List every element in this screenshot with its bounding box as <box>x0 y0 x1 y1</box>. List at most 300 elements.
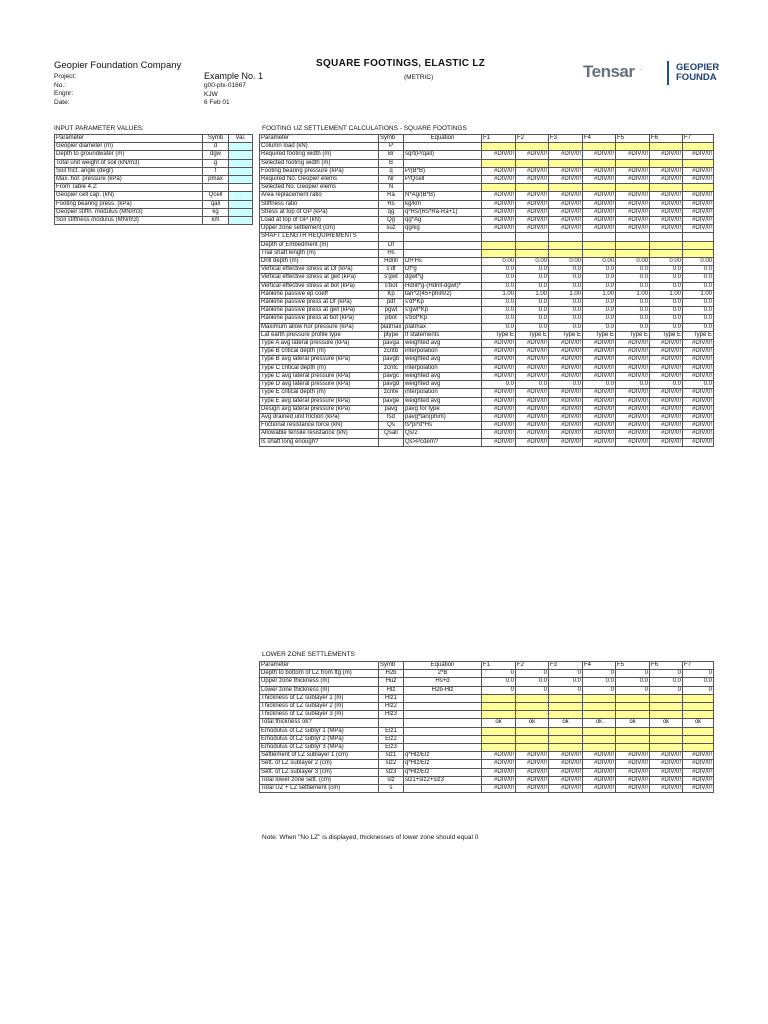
input-value-cell[interactable] <box>616 241 650 249</box>
input-value-cell[interactable] <box>650 159 683 167</box>
equation-cell: q*Hlz/Elz <box>404 768 482 776</box>
input-value-cell[interactable] <box>583 241 616 249</box>
parameter-cell: Depth to bottom of LZ from ftg (m) <box>260 670 379 678</box>
column-header: Equation <box>404 662 482 670</box>
parameter-cell: Type B avg lateral pressure (kPa) <box>260 356 379 364</box>
value-cell: #DIV/0! <box>616 752 650 760</box>
symbol-cell: Hs <box>379 249 404 257</box>
equation-cell <box>404 785 482 793</box>
value-cell: #DIV/0! <box>549 397 583 405</box>
symbol-cell: Qsall <box>379 430 404 438</box>
equation-cell: q*Rs/(Rs*Ra-Ra+1) <box>404 208 482 216</box>
input-value-cell[interactable] <box>650 694 683 702</box>
value-cell: Type E <box>482 331 516 339</box>
table-row <box>260 719 714 727</box>
value-cell: #DIV/0! <box>549 752 583 760</box>
parameter-cell: Sett. of LZ sublayer 3 (cm) <box>260 768 379 776</box>
value-cell: #DIV/0! <box>516 348 549 356</box>
value-cell: 0.0 <box>516 274 549 282</box>
table-row <box>260 151 714 159</box>
value-cell: #DIV/0! <box>616 217 650 225</box>
input-value-cell[interactable] <box>616 727 650 735</box>
input-value-cell[interactable] <box>683 744 714 752</box>
input-value-cell[interactable] <box>650 744 683 752</box>
number-label: No.: <box>54 81 66 89</box>
value-cell: #DIV/0! <box>549 768 583 776</box>
equation-cell <box>404 184 482 192</box>
input-value-cell[interactable] <box>482 711 516 719</box>
value-cell: #DIV/0! <box>516 430 549 438</box>
value-cell: #DIV/0! <box>583 217 616 225</box>
equation-cell: q*Hlz/Elz <box>404 760 482 768</box>
value-cell: #DIV/0! <box>650 776 683 784</box>
table-header-row <box>260 135 714 143</box>
value-cell: #DIV/0! <box>683 340 714 348</box>
table-row <box>260 711 714 719</box>
value-cell: #DIV/0! <box>549 438 583 446</box>
input-value-cell[interactable] <box>650 735 683 743</box>
input-value-cell[interactable] <box>583 143 616 151</box>
value-cell: #DIV/0! <box>482 208 516 216</box>
table-row <box>260 413 714 421</box>
parameter-cell: Lat earth pressure profile type <box>260 331 379 339</box>
input-value-cell[interactable] <box>616 159 650 167</box>
parameter-cell: Upper zone thickness (m) <box>260 678 379 686</box>
input-value-cell[interactable] <box>549 711 583 719</box>
symbol-cell: Hlz2 <box>379 703 404 711</box>
symbol-cell: Hlz3 <box>379 711 404 719</box>
table-row <box>260 217 714 225</box>
project-labels <box>54 73 76 107</box>
value-cell: #DIV/0! <box>549 389 583 397</box>
value-cell: 0 <box>482 670 516 678</box>
value-cell: 0.0 <box>549 307 583 315</box>
symbol-cell: P <box>379 143 404 151</box>
symbol-cell: slz2 <box>379 760 404 768</box>
equation-cell: interpolation <box>404 348 482 356</box>
value-cell: 1.00 <box>583 290 616 298</box>
value-cell: #DIV/0! <box>516 389 549 397</box>
input-value-cell[interactable] <box>683 727 714 735</box>
input-value-cell[interactable] <box>516 241 549 249</box>
value-cell: #DIV/0! <box>616 348 650 356</box>
table-row <box>260 438 714 446</box>
input-value-cell[interactable] <box>549 744 583 752</box>
equation-cell: P/(B*B) <box>404 167 482 175</box>
geopier-logo-line2: FOUNDA <box>676 72 717 83</box>
value-cell: #DIV/0! <box>482 752 516 760</box>
input-value-cell[interactable] <box>516 694 549 702</box>
symbol-cell: qg <box>379 208 404 216</box>
input-value-cell[interactable] <box>516 727 549 735</box>
input-value-cell[interactable] <box>616 711 650 719</box>
value-cell: #DIV/0! <box>516 356 549 364</box>
input-value-cell[interactable] <box>549 241 583 249</box>
input-value-cell[interactable] <box>616 184 650 192</box>
input-value-cell[interactable] <box>583 744 616 752</box>
input-value-cell[interactable] <box>516 143 549 151</box>
input-value-cell[interactable] <box>549 249 583 257</box>
value-cell: #DIV/0! <box>549 422 583 430</box>
table-row <box>260 703 714 711</box>
value-cell: 0.0 <box>616 266 650 274</box>
parameter-cell: Rankine passive press at Df (kPa) <box>260 299 379 307</box>
symbol-cell: ptype <box>379 331 404 339</box>
input-value-cell[interactable] <box>482 249 516 257</box>
value-cell: #DIV/0! <box>549 413 583 421</box>
value-cell: Type E <box>683 331 714 339</box>
input-value-cell[interactable] <box>482 241 516 249</box>
value-cell: #DIV/0! <box>516 340 549 348</box>
value-cell: 0.0 <box>583 266 616 274</box>
parameter-cell: Lower zone thickness (m) <box>260 686 379 694</box>
logo-divider <box>667 61 669 85</box>
equation-cell: platmax <box>404 323 482 331</box>
symbol-cell: s <box>379 785 404 793</box>
parameter-cell: Design avg lateral pressure (kPa) <box>260 405 379 413</box>
table-row <box>260 744 714 752</box>
parameter-cell: Footing bearing press. (kPa) <box>55 200 203 208</box>
input-value-cell[interactable] <box>549 184 583 192</box>
value-cell: #DIV/0! <box>516 397 549 405</box>
equation-cell: If statements <box>404 331 482 339</box>
value-cell: 0.0 <box>482 282 516 290</box>
input-value-cell[interactable] <box>616 249 650 257</box>
symbol-cell: g <box>203 159 229 167</box>
equation-cell: weighted avg <box>404 340 482 348</box>
table-row <box>260 184 714 192</box>
column-header: F6 <box>650 662 683 670</box>
symbol-cell: N <box>379 184 404 192</box>
input-value-cell[interactable] <box>583 711 616 719</box>
parameter-cell: Required footing width (m) <box>260 151 379 159</box>
value-cell: #DIV/0! <box>683 356 714 364</box>
table-row <box>260 381 714 389</box>
input-value-cell[interactable] <box>229 167 253 175</box>
symbol-cell: slz <box>379 776 404 784</box>
input-value-cell[interactable] <box>683 159 714 167</box>
value-cell: #DIV/0! <box>616 760 650 768</box>
parameter-cell: Emodulus of LZ sublyr 3 (MPa) <box>260 744 379 752</box>
column-header: F1 <box>482 135 516 143</box>
value-cell: #DIV/0! <box>683 760 714 768</box>
input-value-cell[interactable] <box>683 735 714 743</box>
value-cell: #DIV/0! <box>683 192 714 200</box>
symbol-cell: zcritc <box>379 364 404 372</box>
input-value-cell[interactable] <box>616 735 650 743</box>
input-value-cell[interactable] <box>549 703 583 711</box>
value-cell: #DIV/0! <box>583 405 616 413</box>
input-value-cell[interactable] <box>516 249 549 257</box>
value-cell: #DIV/0! <box>650 200 683 208</box>
input-value-cell[interactable] <box>229 200 253 208</box>
table-row <box>260 768 714 776</box>
value-cell: #DIV/0! <box>583 413 616 421</box>
value-cell: #DIV/0! <box>583 192 616 200</box>
parameter-cell: Column load (kN) <box>260 143 379 151</box>
value-cell: Type E <box>650 331 683 339</box>
table-row <box>260 290 714 298</box>
parameter-cell: Depth of Embedment (m) <box>260 241 379 249</box>
table-row <box>260 670 714 678</box>
table-row <box>260 340 714 348</box>
value-cell: #DIV/0! <box>516 217 549 225</box>
input-value-cell[interactable] <box>482 735 516 743</box>
symbol-cell: B <box>379 159 404 167</box>
input-value-cell[interactable] <box>583 735 616 743</box>
parameter-cell: Type E avg lateral pressure (kPa) <box>260 397 379 405</box>
input-value-cell[interactable] <box>683 711 714 719</box>
table-row <box>260 776 714 784</box>
input-value-cell[interactable] <box>549 694 583 702</box>
symbol-cell: H2b <box>379 670 404 678</box>
value-cell: #DIV/0! <box>549 372 583 380</box>
value-cell: #DIV/0! <box>616 167 650 175</box>
value-cell: 0.0 <box>616 274 650 282</box>
value-cell: #DIV/0! <box>616 151 650 159</box>
input-value-cell[interactable] <box>583 703 616 711</box>
value-cell: #DIV/0! <box>616 389 650 397</box>
value-cell: 0.0 <box>650 274 683 282</box>
input-value-cell[interactable] <box>650 249 683 257</box>
symbol-cell: slz3 <box>379 768 404 776</box>
value-cell: 0 <box>583 670 616 678</box>
parameter-cell: Stress at top of GP (kPa) <box>260 208 379 216</box>
input-value-cell[interactable] <box>549 735 583 743</box>
table-row <box>55 151 253 159</box>
value-cell: #DIV/0! <box>616 438 650 446</box>
value-cell: 0.0 <box>683 381 714 389</box>
value-cell: 0.0 <box>683 266 714 274</box>
symbol-cell: slz1 <box>379 752 404 760</box>
input-value-cell[interactable] <box>482 159 516 167</box>
equation-cell: Qs/2 <box>404 430 482 438</box>
value-cell: 0.0 <box>583 323 616 331</box>
value-cell: 0.0 <box>482 678 516 686</box>
input-value-cell[interactable] <box>616 744 650 752</box>
value-cell: 0 <box>650 670 683 678</box>
engineer-label: Engnr: <box>54 90 74 97</box>
parameter-cell: Vertical effective stress at bot (kPa) <box>260 282 379 290</box>
input-value-cell[interactable] <box>650 184 683 192</box>
equation-cell: q*Hlz/Elz <box>404 752 482 760</box>
value-cell: 0.0 <box>683 678 714 686</box>
value-cell: 1.00 <box>549 290 583 298</box>
table-row <box>260 760 714 768</box>
parameter-cell: Area replacement ratio <box>260 192 379 200</box>
input-value-cell[interactable] <box>482 744 516 752</box>
input-value-cell[interactable] <box>683 241 714 249</box>
value-cell: #DIV/0! <box>616 785 650 793</box>
parameter-cell: Type E critical depth (m) <box>260 389 379 397</box>
input-value-cell[interactable] <box>482 727 516 735</box>
input-value-cell[interactable] <box>683 143 714 151</box>
parameter-cell: Avg drained unit friction (kPa) <box>260 413 379 421</box>
input-value-cell[interactable] <box>583 694 616 702</box>
table-row <box>55 176 253 184</box>
value-cell: #DIV/0! <box>583 785 616 793</box>
value-cell: 0 <box>482 686 516 694</box>
input-value-cell[interactable] <box>549 727 583 735</box>
table-row <box>260 397 714 405</box>
value-cell: #DIV/0! <box>616 200 650 208</box>
input-value-cell[interactable] <box>482 694 516 702</box>
parameter-cell: Required No. Geopier elems <box>260 176 379 184</box>
parameter-cell: Upper zone settlement (cm) <box>260 225 379 233</box>
value-cell <box>583 233 616 241</box>
input-value-cell[interactable] <box>650 703 683 711</box>
value-cell: 0.0 <box>516 299 549 307</box>
value-cell: #DIV/0! <box>650 389 683 397</box>
value-cell: 0 <box>616 670 650 678</box>
value-cell: #DIV/0! <box>549 217 583 225</box>
input-value-cell[interactable] <box>583 184 616 192</box>
table-row <box>55 167 253 175</box>
value-cell: #DIV/0! <box>583 430 616 438</box>
value-cell: #DIV/0! <box>583 372 616 380</box>
input-value-cell[interactable] <box>650 727 683 735</box>
value-cell: #DIV/0! <box>683 176 714 184</box>
input-value-cell[interactable] <box>650 241 683 249</box>
input-value-cell[interactable] <box>549 143 583 151</box>
value-cell: #DIV/0! <box>516 372 549 380</box>
value-cell: #DIV/0! <box>616 364 650 372</box>
parameter-cell: Thickness of LZ sublayer 1 (m) <box>260 694 379 702</box>
value-cell: #DIV/0! <box>549 405 583 413</box>
input-value-cell[interactable] <box>229 208 253 216</box>
value-cell: #DIV/0! <box>482 348 516 356</box>
equation-cell: N*Ag/(B*B) <box>404 192 482 200</box>
input-value-cell[interactable] <box>482 703 516 711</box>
input-value-cell[interactable] <box>229 192 253 200</box>
input-value-cell[interactable] <box>516 744 549 752</box>
input-value-cell[interactable] <box>683 694 714 702</box>
value-cell: #DIV/0! <box>683 397 714 405</box>
value-cell: 0.00 <box>583 258 616 266</box>
value-cell: #DIV/0! <box>549 151 583 159</box>
sheet-title: SQUARE FOOTINGS, ELASTIC LZ <box>316 58 486 69</box>
input-value-cell[interactable] <box>683 184 714 192</box>
footing-settlement-table <box>259 134 714 447</box>
value-cell: #DIV/0! <box>516 225 549 233</box>
parameter-cell: Is shaft long enough? <box>260 438 379 446</box>
value-cell: 0.0 <box>549 266 583 274</box>
value-cell: 0.0 <box>650 381 683 389</box>
equation-cell <box>404 143 482 151</box>
value-cell: ok <box>683 719 714 727</box>
table-row <box>260 208 714 216</box>
value-cell: ok <box>616 719 650 727</box>
parameter-cell: Type A avg lateral pressure (kPa) <box>260 340 379 348</box>
input-value-cell[interactable] <box>229 159 253 167</box>
value-cell: #DIV/0! <box>549 364 583 372</box>
symbol-cell: zcritb <box>379 348 404 356</box>
value-cell: #DIV/0! <box>683 422 714 430</box>
input-value-cell[interactable] <box>516 711 549 719</box>
input-value-cell[interactable] <box>683 703 714 711</box>
value-cell: ok <box>482 719 516 727</box>
input-value-cell[interactable] <box>516 184 549 192</box>
input-value-cell[interactable] <box>583 727 616 735</box>
input-value-cell[interactable] <box>616 703 650 711</box>
value-cell: #DIV/0! <box>482 176 516 184</box>
equation-cell <box>404 711 482 719</box>
parameter-cell: Emodulus of LZ sublyr 1 (MPa) <box>260 727 379 735</box>
value-cell: #DIV/0! <box>683 413 714 421</box>
parameter-cell: Total UZ + LZ settlement (cm) <box>260 785 379 793</box>
value-cell: 0.0 <box>616 299 650 307</box>
project-label: Project: <box>54 73 77 80</box>
company-name: Geopier Foundation Company <box>54 60 182 71</box>
value-cell <box>616 233 650 241</box>
input-value-cell[interactable] <box>616 694 650 702</box>
parameter-cell: Settlement of LZ sublayer 1 (cm) <box>260 752 379 760</box>
input-value-cell[interactable] <box>583 159 616 167</box>
parameter-cell: Allowable tensile resistance (kN) <box>260 430 379 438</box>
value-cell: 1.00 <box>650 290 683 298</box>
column-header: Parameter <box>260 662 379 670</box>
value-cell: #DIV/0! <box>650 151 683 159</box>
value-cell: 0.0 <box>683 274 714 282</box>
input-value-cell[interactable] <box>516 159 549 167</box>
input-value-cell[interactable] <box>516 703 549 711</box>
value-cell: #DIV/0! <box>549 208 583 216</box>
value-cell: 0.0 <box>583 274 616 282</box>
input-value-cell[interactable] <box>229 217 253 225</box>
column-header: F2 <box>516 135 549 143</box>
input-value-cell[interactable] <box>549 159 583 167</box>
table-header-row <box>260 662 714 670</box>
input-value-cell[interactable] <box>229 151 253 159</box>
equation-cell: interpolation <box>404 389 482 397</box>
input-value-cell[interactable] <box>683 249 714 257</box>
table-row <box>260 430 714 438</box>
value-cell: #DIV/0! <box>482 438 516 446</box>
equation-cell: s'bot*Kp <box>404 315 482 323</box>
value-cell: 0 <box>683 670 714 678</box>
value-cell: Type E <box>616 331 650 339</box>
input-value-cell[interactable] <box>482 184 516 192</box>
value-cell: #DIV/0! <box>616 430 650 438</box>
input-value-cell[interactable] <box>482 143 516 151</box>
column-header: Symb <box>379 135 404 143</box>
parameter-cell: Type B critical depth (m) <box>260 348 379 356</box>
value-cell: #DIV/0! <box>650 430 683 438</box>
table-row <box>260 331 714 339</box>
value-cell: 0 <box>583 686 616 694</box>
lower-zone-table <box>259 661 714 793</box>
table-row <box>55 143 253 151</box>
symbol-cell: Df <box>379 241 404 249</box>
input-value-cell[interactable] <box>583 249 616 257</box>
input-value-cell[interactable] <box>229 176 253 184</box>
value-cell: #DIV/0! <box>683 785 714 793</box>
input-value-cell[interactable] <box>650 711 683 719</box>
input-value-cell[interactable] <box>516 735 549 743</box>
input-value-cell[interactable] <box>229 143 253 151</box>
value-cell: 0.0 <box>616 323 650 331</box>
parameter-cell: Total thickness ok? <box>260 719 379 727</box>
input-value-cell[interactable] <box>650 143 683 151</box>
value-cell: #DIV/0! <box>549 776 583 784</box>
table-row <box>260 372 714 380</box>
value-cell: #DIV/0! <box>616 356 650 364</box>
input-value-cell[interactable] <box>616 143 650 151</box>
symbol-cell: Br <box>379 151 404 159</box>
value-cell: #DIV/0! <box>583 768 616 776</box>
table-row <box>260 389 714 397</box>
value-cell: #DIV/0! <box>683 200 714 208</box>
